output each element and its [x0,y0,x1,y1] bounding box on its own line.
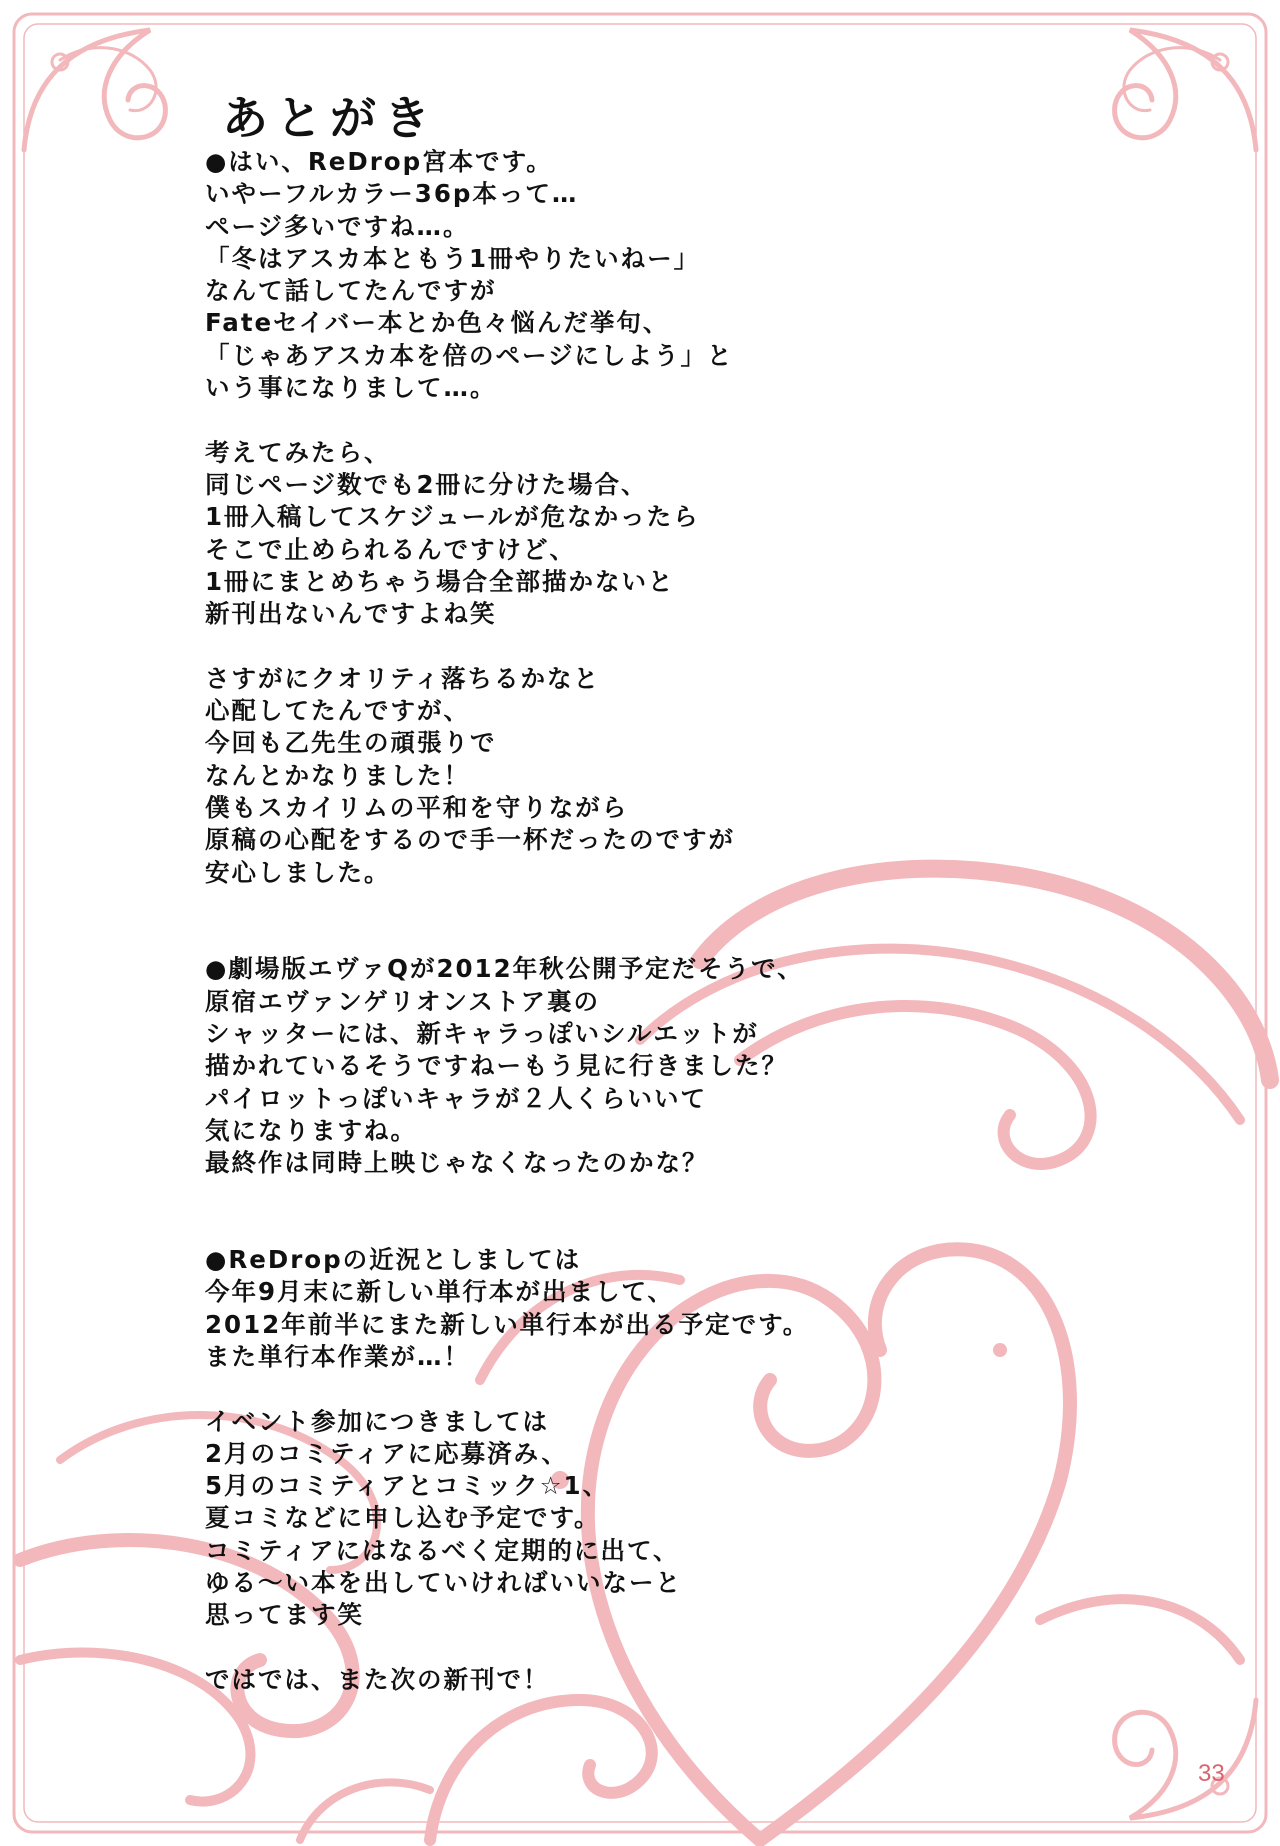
text-line: 考えてみたら、 [205,437,391,467]
text-line: なんとかなりました！ [205,760,470,790]
text-line: ●劇場版エヴァQが2012年秋公開予定だそうで、 [205,954,804,984]
page-number: 33 [1198,1760,1225,1787]
text-line: 安心しました。 [205,857,391,887]
paragraph [205,1664,1105,1696]
text-line: ではでは、また次の新刊で！ [205,1664,550,1694]
text-line: 今年9月末に新しい単行本が出まして、 [205,1277,675,1307]
paragraph [205,1406,1105,1632]
text-line: 僕もスカイリムの平和を守りながら [205,792,629,822]
text-line: 2月のコミティアに応募済み、 [205,1438,569,1468]
paragraph [205,663,1105,889]
text-line: ●はい、ReDrop宮本です。 [205,147,553,176]
text-line: 「冬はアスカ本ともう1冊やりたいねー」 [205,243,701,273]
text-line: ページ多いですね…。 [205,211,470,241]
text-line: 1冊入稿してスケジュールが危なかったら [205,502,700,532]
text-line: シャッターには、新キャラっぽいシルエットが [205,1019,759,1049]
text-line: いやーフルカラー36p本って… [205,179,579,209]
text-line: パイロットっぽいキャラが２人くらいいて [205,1083,708,1113]
text-line: また単行本作業が…！ [205,1341,470,1371]
text-line: 新刊出ないんですよね笑 [205,599,497,629]
afterword-body [205,146,1105,1696]
text-line: 夏コミなどに申し込む予定です。 [205,1503,601,1533]
text-line: 2012年前半にまた新しい単行本が出る予定です。 [205,1309,810,1339]
text-line: 思ってます笑 [205,1600,364,1630]
text-line: そこで止められるんですけど、 [205,534,576,564]
page-title: あとがき [222,91,438,145]
paragraph [205,146,1105,404]
text-line: 原稿の心配をするので手一杯だったのですが [205,825,735,855]
text-line: 原宿エヴァンゲリオンストア裏の [205,986,601,1016]
text-line: イベント参加につきましては [205,1406,550,1436]
text-line: 気になりますね。 [205,1115,417,1145]
text-line: さすがにクオリティ落ちるかなと [205,663,601,693]
text-line: Fateセイバー本とか色々悩んだ挙句、 [205,308,670,338]
text-line: 同じページ数でも2冊に分けた場合、 [205,469,648,499]
text-line: ゆる～い本を出していければいいなーと [205,1568,682,1598]
text-line: コミティアにはなるべく定期的に出て、 [205,1535,680,1565]
paragraph [205,437,1105,631]
text-line: ●ReDropの近況としましては [205,1245,582,1275]
text-line: いう事になりまして…。 [205,373,497,403]
paragraph [205,953,1105,1179]
text-line: 5月のコミティアとコミック☆1、 [205,1471,610,1501]
text-line: 1冊にまとめちゃう場合全部描かないと [205,566,675,596]
paragraph [205,1244,1105,1373]
text-line: 今回も乙先生の頑張りで [205,728,497,758]
text-line: なんて話してたんですが [205,276,497,306]
text-line: 描かれているそうですねーもう見に行きました？ [205,1051,788,1081]
text-line: 「じゃあアスカ本を倍のページにしよう」と [205,340,734,370]
text-line: 最終作は同時上映じゃなくなったのかな？ [205,1148,709,1178]
text-line: 心配してたんですが、 [205,696,470,726]
